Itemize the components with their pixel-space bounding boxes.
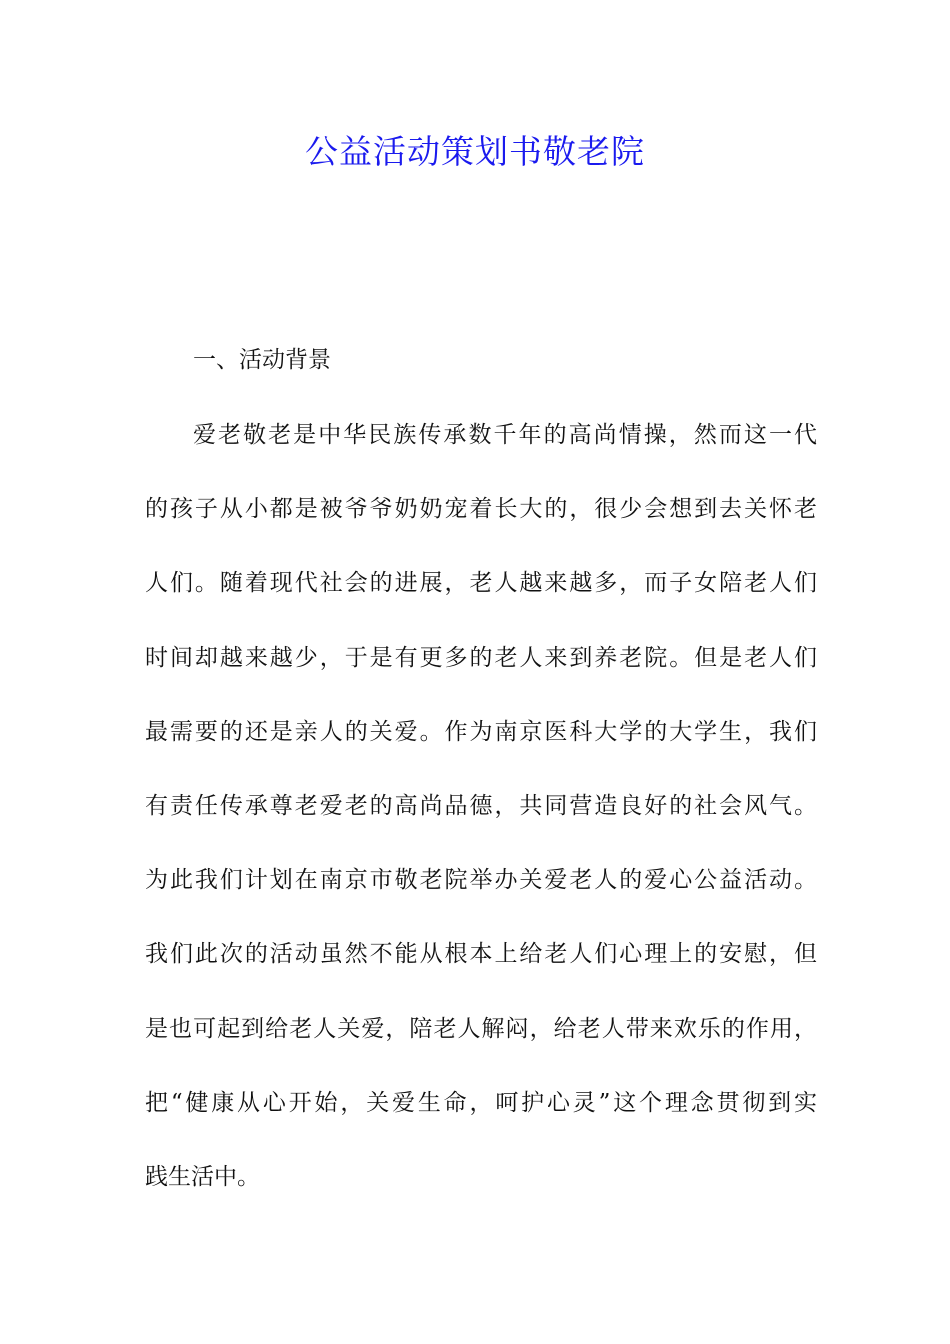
paragraph-line: 人们。随着现代社会的进展，老人越来越多，而子女陪老人们 xyxy=(145,570,817,597)
document-title: 公益活动策划书敬老院 xyxy=(305,132,645,171)
paragraph-line: 我们此次的活动虽然不能从根本上给老人们心理上的安慰，但 xyxy=(145,941,817,968)
paragraph-line: 是也可起到给老人关爱，陪老人解闷，给老人带来欢乐的作用， xyxy=(145,1015,817,1042)
paragraph-line: 时间却越来越少，于是有更多的老人来到养老院。但是老人们 xyxy=(145,644,817,671)
paragraph-line: 爱老敬老是中华民族传承数千年的高尚情操，然而这一代 xyxy=(193,422,817,448)
paragraph-line: 把“健康从心开始，关爱生命，呵护心灵”这个理念贯彻到实 xyxy=(145,1089,817,1116)
paragraph-line: 践生活中。 xyxy=(145,1163,260,1190)
paragraph-line: 最需要的还是亲人的关爱。作为南京医科大学的大学生，我们 xyxy=(145,718,817,745)
paragraph-activity-background xyxy=(145,417,817,1233)
paragraph-line: 有责任传承尊老爱老的高尚品德，共同营造良好的社会风气。 xyxy=(145,792,817,819)
section-heading-background: 一、活动背景 xyxy=(193,347,331,373)
paragraph-line: 为此我们计划在南京市敬老院举办关爱老人的爱心公益活动。 xyxy=(145,867,817,894)
paragraph-line: 的孩子从小都是被爷爷奶奶宠着长大的，很少会想到去关怀老 xyxy=(145,496,817,523)
